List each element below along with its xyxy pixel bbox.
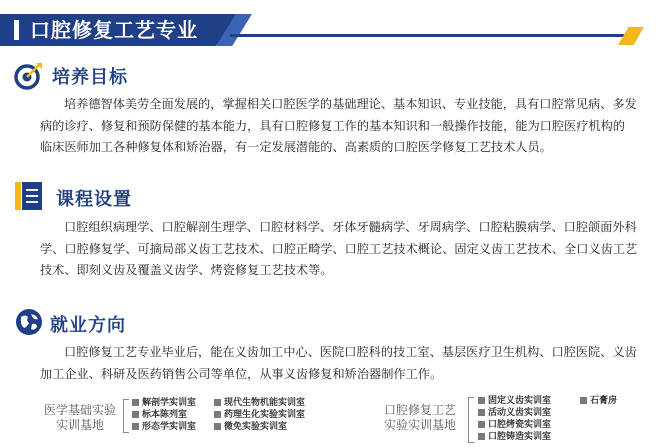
goals-line-1: 培养德智体美劳全面发展的，掌握相关口腔医学的基础理论、基本知识、专业技能，具有口腔常见病、多发 [64,97,637,111]
room-item: 标本陈列室 [132,410,187,420]
room-item: 口腔烤瓷实训室 [478,420,551,430]
section-title-goals: 培养目标 [52,67,128,88]
section-title-careers: 就业方向 [50,315,126,336]
section-title-courses: 课程设置 [56,189,132,210]
courses-line-1: 口腔组织病理学、口腔解剖生理学、口腔材料学、牙体牙髓病学、牙周病学、口腔粘膜病学、口腔颌面外科 [64,220,637,234]
bracket-dental [468,397,474,443]
section-body-goals [40,94,650,159]
goals-line-2: 病的诊疗、修复和预防保健的基本能力，具有口腔修复工作的基本知识和一般操作技能，能为口腔医疗机构的 [40,118,625,133]
target-icon [14,61,44,91]
document-icon [14,180,44,210]
page-title: 口腔修复工艺专业 [30,18,198,42]
courses-line-2: 学、口腔修复学、可摘局部义齿工艺技术、口腔正畸学、口腔工艺技术概论、固定义齿工艺技术、全口义齿工艺 [40,241,638,256]
room-item: 形态学实训室 [132,422,196,432]
careers-line-1: 口腔修复工艺专业毕业后，能在义齿加工中心、医院口腔科的技工室、基层医疗卫生机构、口腔医院、义齿 [64,345,637,359]
room-item: 现代生物机能实训室 [214,398,305,408]
room-item: 口腔铸造实训室 [478,432,551,442]
room-item: 固定义齿实训室 [478,396,551,406]
room-item: 解剖学实训室 [132,398,196,408]
base-label-medical-line-2: 实训基地 [55,418,104,432]
header-underline [230,34,635,37]
section-body-courses [40,217,650,282]
globe-icon [14,307,44,337]
room-item: 石膏房 [580,396,617,406]
base-label-medical-line-1: 医学基础实验 [43,403,116,417]
goals-line-3: 临床医师加工各种修复体和矫治器，有一定发展潜能的、高素质的口腔医学修复工艺技术人员。 [40,140,552,154]
header-marker [14,20,19,40]
room-item: 活动义齿实训室 [478,408,551,418]
base-label-dental-line-2: 实验实训基地 [383,418,456,432]
room-item: 药理生化实验实训室 [214,410,305,420]
careers-line-2: 加工企业、科研及医药销售公司等单位，从事义齿修复和矫治器制作工作。 [40,366,443,381]
section-body-careers [40,342,650,385]
room-item: 微免实验实训室 [214,422,287,432]
base-label-dental-line-1: 口腔修复工艺 [383,403,456,417]
courses-line-3: 技术、即刻义齿及覆盖义齿学、烤瓷修复工艺技术等。 [40,263,333,277]
base-label-dental [378,403,462,433]
base-label-medical [40,403,120,433]
bracket-medical [123,399,129,433]
